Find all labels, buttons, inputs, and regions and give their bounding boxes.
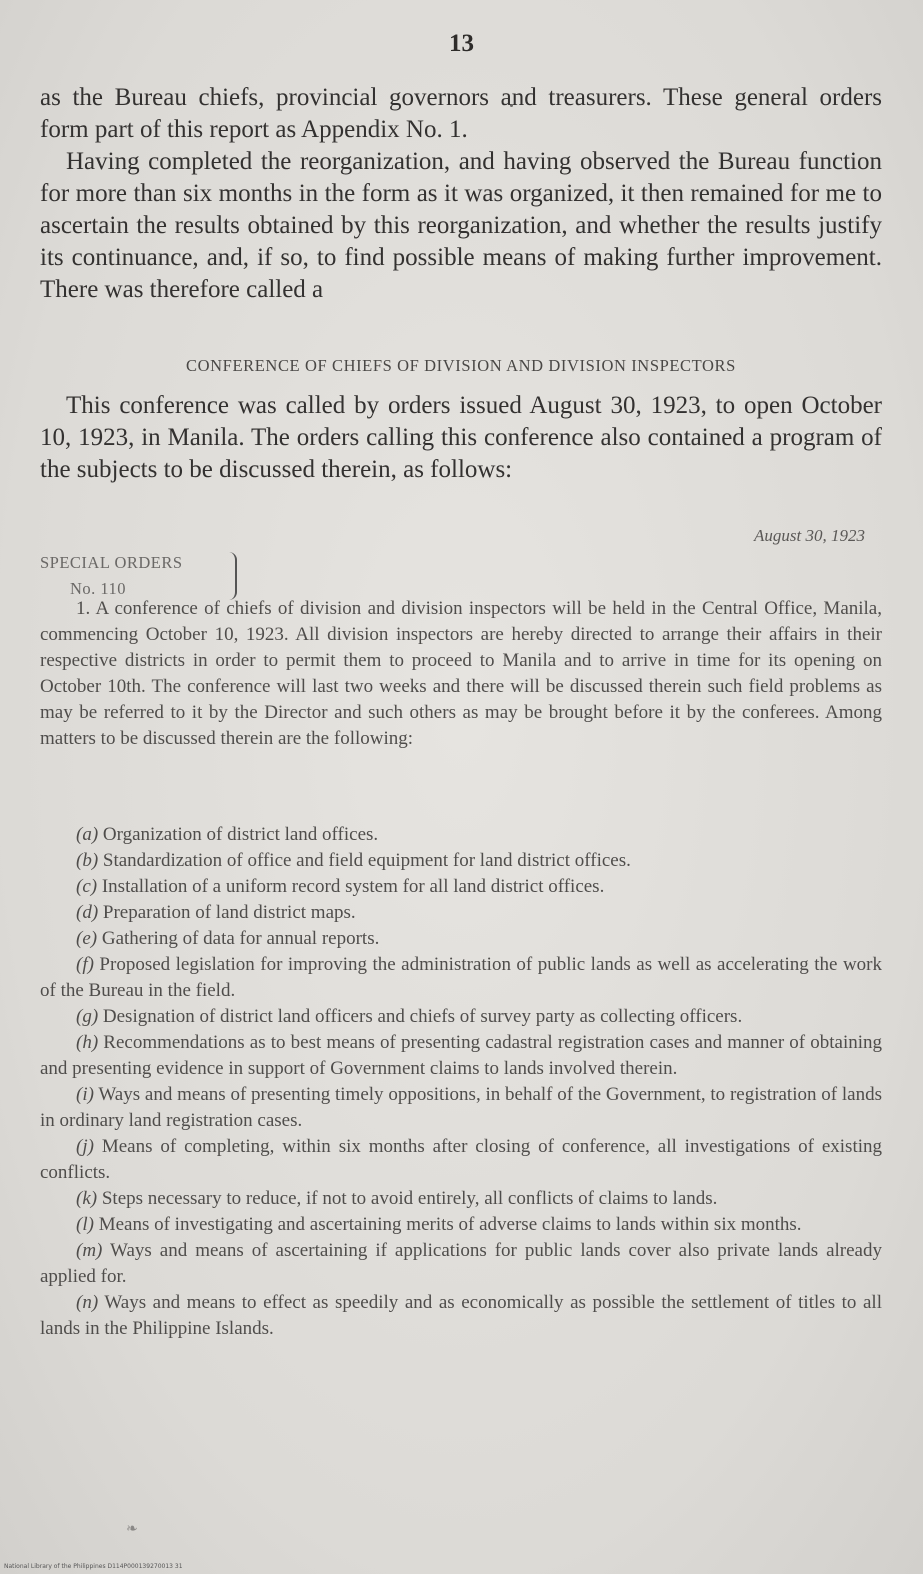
list-item [40,1186,882,1212]
order-intro [40,596,882,752]
list-item-text: Ways and means of ascertaining if applications for public lands cover also private lands already applied for. [40,1240,882,1287]
list-item-text: Ways and means to effect as speedily and as economically as possible the settlement of titles to all lands in the Philippine Islands. [40,1292,882,1339]
list-item [40,1082,882,1134]
brace-mark [225,552,237,600]
list-item-letter: (b) [76,850,99,871]
list-item-text: Installation of a uniform record system for all land district offices. [101,876,605,897]
paragraph-1: as the Bureau chiefs, provincial governors and treasurers. These general orders form part of this report as Appendix No. 1. [40,84,882,143]
list-item-text: Preparation of land district maps. [102,902,356,923]
list-item-text: Means of completing, within six months after closing of conference, all investigations of existing conflicts. [40,1136,883,1183]
list-item-letter: (i) [76,1084,94,1105]
paragraph-intro [40,82,882,306]
list-item-text: Ways and means of presenting timely oppositions, in behalf of the Government, to registration of lands in ordinary land registration cases. [40,1084,882,1131]
list-item [40,1238,882,1290]
footer-library-mark: National Library of the Philippines D114P000139270013 31 [4,1563,183,1570]
paragraph-3: This conference was called by orders issued August 30, 1923, to open October 10, 1923, in Manila. The orders calling this conference also contained a program of the subjects to be discussed therein, as follows: [40,392,882,483]
list-item-letter: (c) [76,876,98,897]
list-item [40,1290,882,1342]
stamp-mark-icon: ❧ [126,1521,138,1537]
list-item-letter: (m) [76,1240,103,1261]
order-date: August 30, 1923 [754,526,865,545]
special-orders-block [40,550,183,602]
list-item [40,1134,882,1186]
list-item [40,926,882,952]
list-item-letter: (h) [76,1032,99,1053]
list-item-text: Designation of district land officers and chiefs of survey party as collecting officers. [102,1006,743,1027]
list-item [40,900,882,926]
order-intro-text: 1. A conference of chiefs of division and division inspectors will be held in the Central Office, Manila, commencing October 10, 1923. All division inspectors are hereby directed to arrange their affairs in their respective districts in order to permit them to proceed to Manila and to arrive in time for its opening on October 10th. The conference will last two weeks and there will be discussed therein such field problems as may be referred to it by the Director and such others as may be brought before it by the conferees. Among matters to be discussed therein are the following: [40,598,882,749]
list-item-letter: (f) [76,954,94,975]
list-item [40,1004,882,1030]
list-item [40,822,882,848]
list-item-letter: (g) [76,1006,99,1027]
list-item-text: Steps necessary to reduce, if not to avoid entirely, all conflicts of claims to lands. [101,1188,718,1209]
list-item [40,1030,882,1082]
special-orders-title: SPECIAL ORDERS [40,553,183,572]
list-item [40,874,882,900]
list-item-letter: (k) [76,1188,98,1209]
page-number: 13 [449,30,474,57]
list-item-letter: (n) [76,1292,99,1313]
list-item [40,952,882,1004]
list-item [40,1212,882,1238]
list-item-text: Proposed legislation for improving the administration of public lands as well as accelerating the work of the Bureau in the field. [40,954,883,1001]
list-item-letter: (e) [76,928,98,949]
list-item-text: Means of investigating and ascertaining merits of adverse claims to lands within six months. [98,1214,802,1235]
list-item-letter: (j) [76,1136,94,1157]
order-items-list [40,822,882,1342]
list-item-text: Organization of district land offices. [102,824,379,845]
section-heading: CONFERENCE OF CHIEFS OF DIVISION AND DIVISION INSPECTORS [186,356,736,375]
paragraph-2: Having completed the reorganization, and having observed the Bureau function for more than six months in the form as it was organized, it then remained for me to ascertain the results obtained by this reorganization, and whether the results justify its continuance, and, if so, to find possible means of making further improvement. There was therefore called a [40,148,882,303]
list-item-letter: (l) [76,1214,94,1235]
list-item-text: Standardization of office and field equipment for land district offices. [102,850,631,871]
list-item [40,848,882,874]
list-item-letter: (d) [76,902,99,923]
list-item-text: Gathering of data for annual reports. [101,928,380,949]
special-orders-number: No. 110 [70,579,127,598]
list-item-text: Recommendations as to best means of presenting cadastral registration cases and manner of obtaining and presenting evidence in support of Government claims to lands involved therein. [40,1032,883,1079]
list-item-letter: (a) [76,824,99,845]
